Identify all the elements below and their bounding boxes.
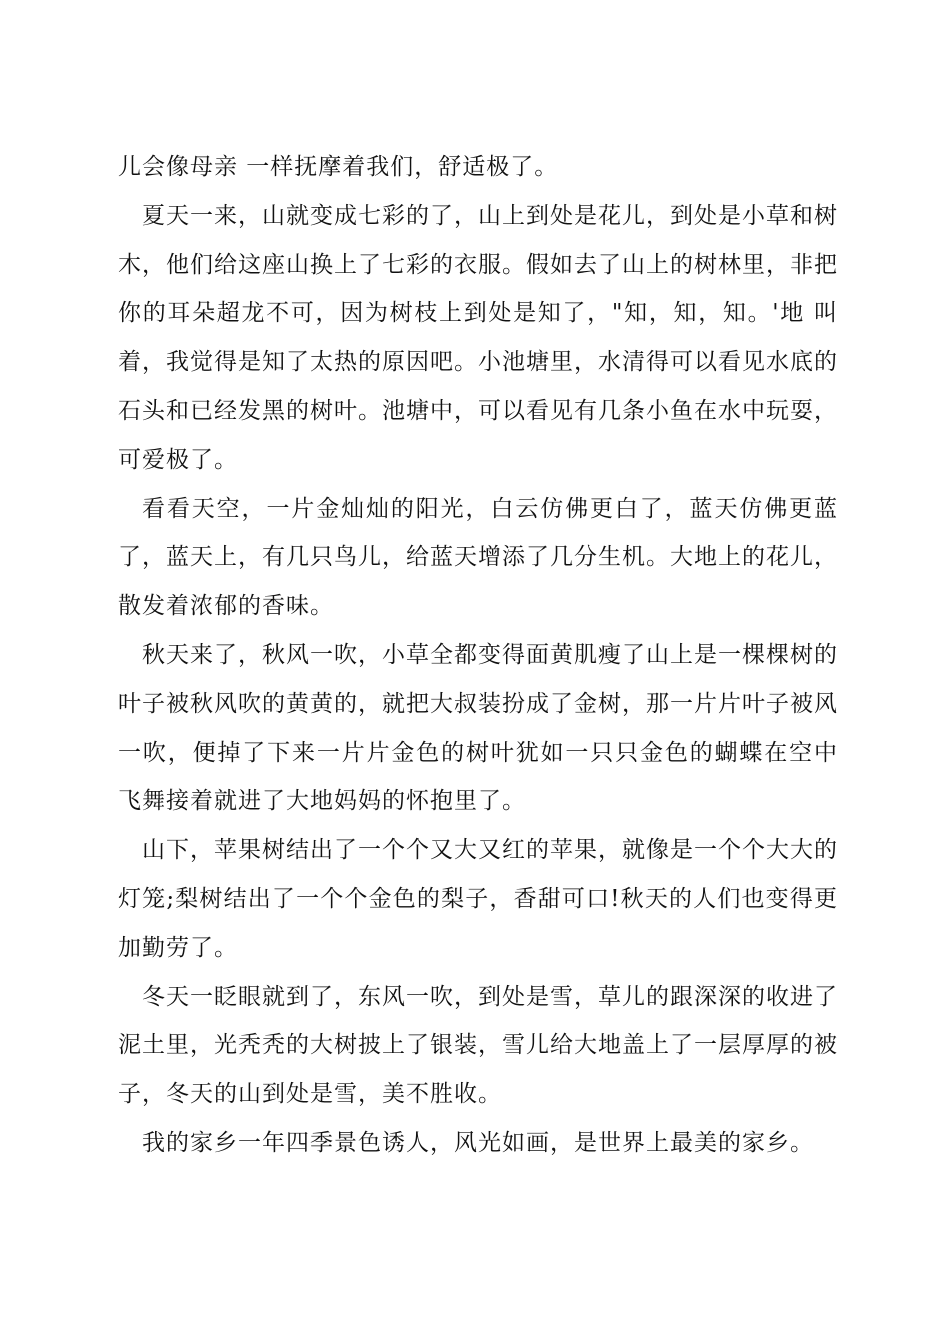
paragraph-continuation: 儿会像母亲 一样抚摩着我们，舒适极了。 — [118, 154, 559, 180]
paragraph-sky: 看看天空，一片金灿灿的阳光，白云仿佛更白了，蓝天仿佛更蓝了，蓝天上，有几只鸟儿，给蓝天增添了几分生机。大地上的花儿，散发着浓郁的香味。 — [118, 495, 838, 620]
paragraph-autumn: 秋天来了，秋风一吹，小草全都变得面黄肌瘦了山上是一棵棵树的叶子被秋风吹的黄黄的，就把大叔装扮成了金树，那一片片叶子被风一吹，便掉了下来一片片金色的树叶犹如一只只金色的蝴蝶在空中 飞舞接着就进了大地妈妈的怀抱里了。 — [118, 641, 838, 815]
paragraph-orchard: 山下，苹果树结出了一个个又大又红的苹果，就像是一个个大大的灯笼;梨树结出了一个个金色的梨子，香甜可口!秋天的人们也变得更加勤劳了。 — [118, 837, 838, 961]
paragraph-summer: 夏天一来，山就变成七彩的了，山上到处是花儿，到处是小草和树木，他们给这座山换上了七彩的衣服。假如去了山上的树林里，非把你的耳朵超龙不可，因为树枝上到处是知了，"知，知，知。'地 叫着，我觉得是知了太热的原因吧。小池塘里，水清得可以看见水底的石头和已经发黑的树叶。池塘中，可以看见有几条小鱼在水中玩耍，可爱极了。 — [118, 202, 838, 473]
paragraph-winter: 冬天一眨眼就到了，东风一吹，到处是雪，草儿的跟深深的收进了泥土里，光秃秃的大树披上了银装，雪儿给大地盖上了一层厚厚的被子，冬天的山到处是雪，美不胜收。 — [118, 983, 838, 1108]
document-body — [118, 143, 838, 1168]
paragraph-conclusion: 我的家乡一年四季景色诱人，风光如画，是世界上最美的家乡。 — [142, 1129, 814, 1156]
